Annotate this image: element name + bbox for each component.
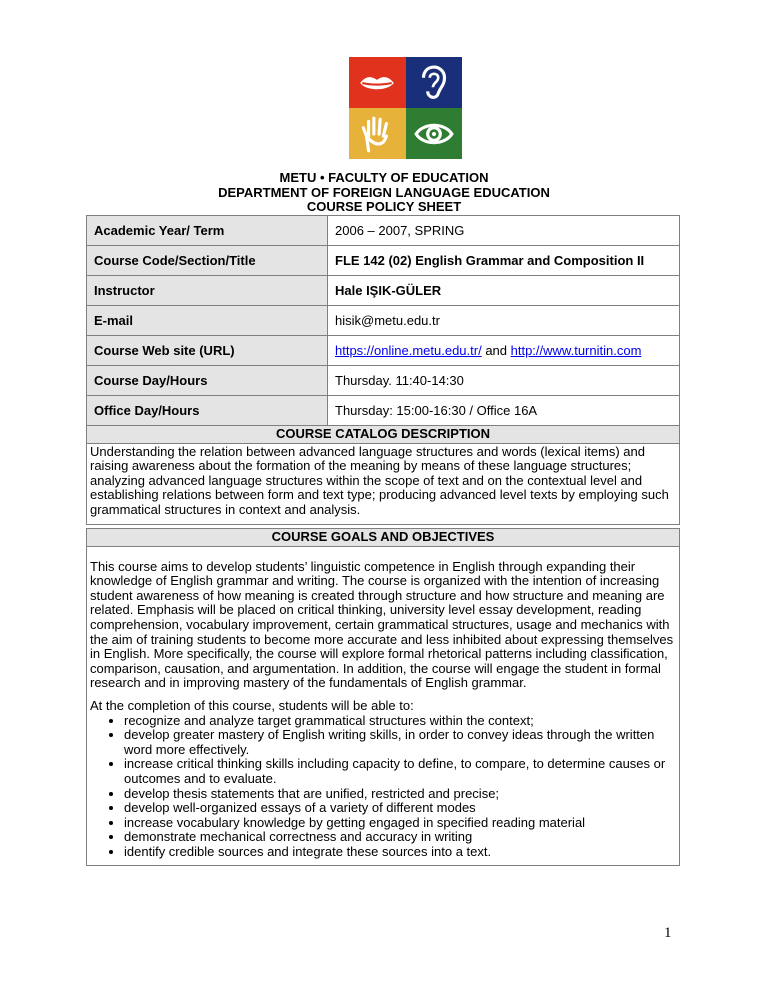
table-row — [87, 276, 680, 306]
ear-tile — [406, 57, 463, 108]
goals-paragraph: This course aims to develop students’ linguistic competence in English through expanding their knowledge of English grammar and writing. The course is organized with the intention of increasing student awareness of how meaning is created through structure and how structure and meaning are related. Emphasis will be placed on critical thinking, university level essay development, reading comprehension, vocabulary improvement, certain grammatical structures, usage and mechanics with the aim of training students to become more accurate and less inhibited about expressing themselves in English. More specifically, the course will explore formal rhetorical patterns including classification, comparison, causation, and argumentation. In addition, the course will engage the student in formal research and in improving mastery of the fundamentals of English grammar. — [90, 558, 674, 691]
day-value: Thursday. 11:40-14:30 — [328, 366, 680, 396]
mouth-tile — [349, 57, 406, 108]
page-number: 1 — [664, 925, 672, 941]
header-line-3: COURSE POLICY SHEET — [306, 199, 462, 214]
document-header — [0, 171, 768, 215]
table-row — [87, 366, 680, 396]
list-item: • demonstrate mechanical correctness and accuracy in writing — [124, 830, 676, 845]
instructor-label: Instructor — [87, 276, 328, 306]
catalog-title: COURSE CATALOG DESCRIPTION — [87, 426, 679, 444]
code-label: Course Code/Section/Title — [87, 246, 328, 276]
list-item: • identify credible sources and integrate these sources into a text. — [124, 845, 676, 860]
day-label: Course Day/Hours — [87, 366, 328, 396]
table-row — [87, 246, 680, 276]
goals-intro: At the completion of this course, students will be able to: — [90, 697, 414, 713]
list-item: • develop well-organized essays of a variety of different modes — [124, 801, 676, 816]
office-value: Thursday: 15:00-16:30 / Office 16A — [328, 396, 680, 426]
year-label: Academic Year/ Term — [87, 216, 328, 246]
objectives-list — [90, 714, 676, 860]
web-label: Course Web site (URL) — [87, 336, 328, 366]
code-value: FLE 142 (02) English Grammar and Composition II — [328, 246, 680, 276]
goals-title: COURSE GOALS AND OBJECTIVES — [87, 529, 679, 547]
goals-body — [87, 547, 679, 866]
ear-icon — [413, 62, 455, 104]
table-row — [87, 396, 680, 426]
web-and-text: and — [481, 343, 511, 358]
email-value: hisik@metu.edu.tr — [328, 306, 680, 336]
catalog-section — [86, 425, 680, 525]
hand-tile — [349, 108, 406, 159]
office-label: Office Day/Hours — [87, 396, 328, 426]
list-item: • develop thesis statements that are unified, restricted and precise; — [124, 787, 676, 802]
turnitin-link[interactable]: http://www.turnitin.com — [510, 343, 642, 358]
year-value: 2006 – 2007, SPRING — [328, 216, 680, 246]
eye-icon — [413, 113, 455, 155]
table-row — [87, 306, 680, 336]
header-line-1: METU • FACULTY OF EDUCATION — [279, 170, 489, 185]
catalog-text: Understanding the relation between advanced language structures and words (lexical items) and raising awareness about the formation of the meaning by means of these language structures; analyzing advanced language structures within the scope of text and on the contextual level and establishing relations between form and text type; producing advanced level texts by employing such grammatical structures in context and analysis. — [90, 443, 669, 517]
goals-section — [86, 528, 680, 866]
online-metu-link[interactable]: https://online.metu.edu.tr/ — [335, 343, 482, 358]
email-label: E-mail — [87, 306, 328, 336]
hand-icon — [356, 113, 398, 155]
table-row — [87, 216, 680, 246]
instructor-value: Hale IŞIK-GÜLER — [328, 276, 680, 306]
mouth-icon — [356, 62, 398, 104]
list-item: • recognize and analyze target grammatical structures within the context; — [124, 714, 676, 729]
list-item: • develop greater mastery of English writing skills, in order to convey ideas through the written word more effectively. — [124, 728, 676, 757]
list-item: • increase vocabulary knowledge by getting engaged in specified reading material — [124, 816, 676, 831]
web-value — [328, 336, 680, 366]
course-info-table — [86, 215, 680, 426]
header-line-2: DEPARTMENT OF FOREIGN LANGUAGE EDUCATION — [218, 184, 550, 200]
eye-tile — [406, 108, 463, 159]
table-row — [87, 336, 680, 366]
list-item: • increase critical thinking skills including capacity to define, to compare, to determine causes or outcomes and to evaluate. — [124, 757, 676, 786]
faculty-logo — [349, 57, 462, 159]
